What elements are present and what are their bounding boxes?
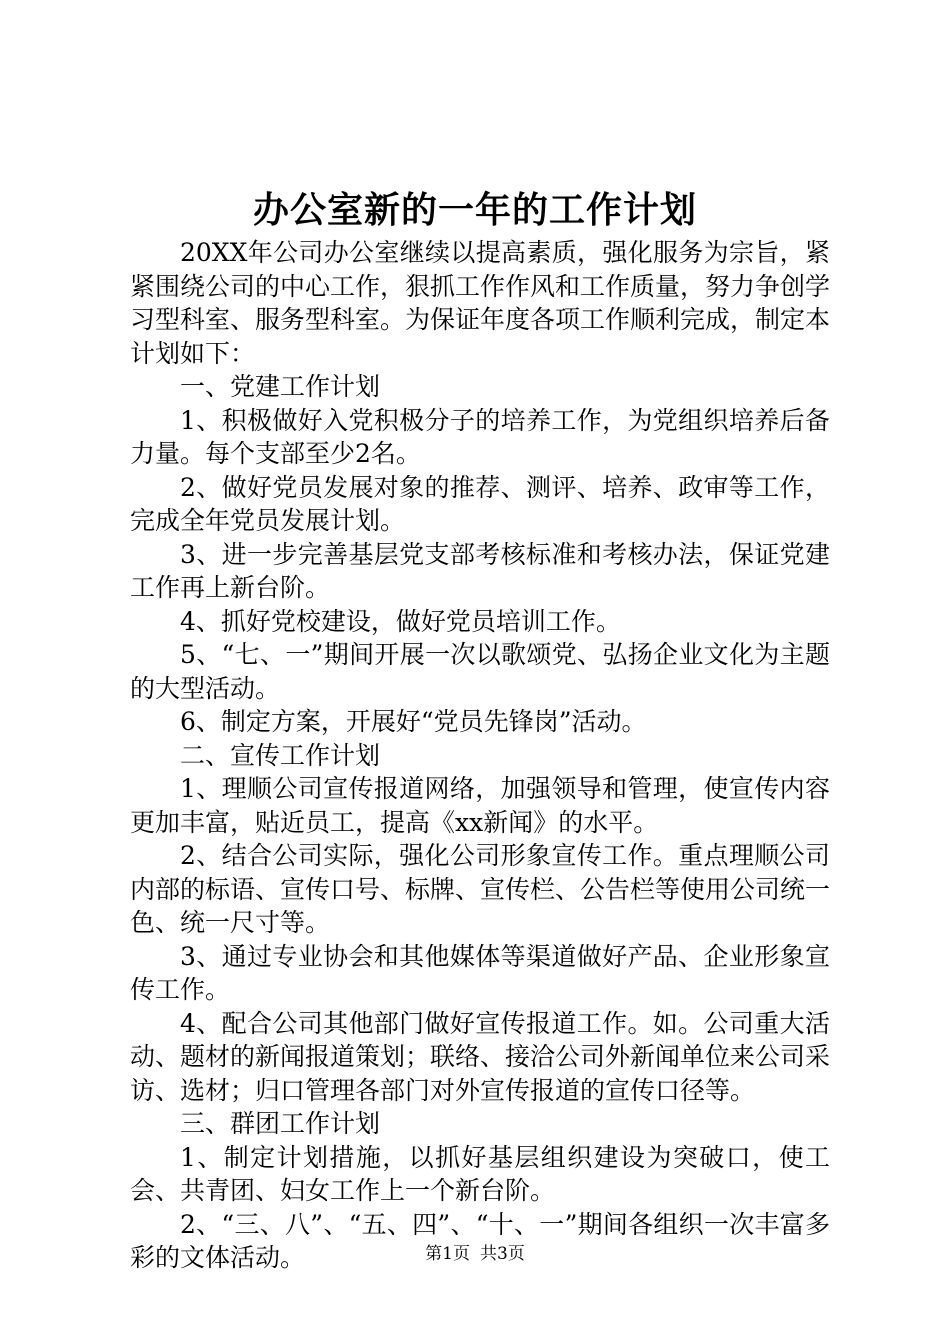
page-total: 共3页 — [480, 1244, 525, 1264]
section-heading-publicity: 二、宣传工作计划 — [180, 740, 381, 770]
paragraph-item: 2、结合公司实际，强化公司形象宣传工作。重点理顺公司内部的标语、宣传口号、标牌、宣传栏、公告栏等使用公司统一色、统一尺寸等。 — [130, 841, 831, 937]
paragraph-intro: 20XX年公司办公室继续以提高素质，强化服务为宗旨，紧紧围绕公司的中心工作，狠抓工作作风和工作质量，努力争创学习型科室、服务型科室。为保证年度各项工作顺利完成，制定本计划如下： — [130, 238, 831, 368]
page-footer — [0, 1242, 950, 1266]
paragraph-item: 4、配合公司其他部门做好宣传报道工作。如。公司重大活动、题材的新闻报道策划；联络、接洽公司外新闻单位来公司采访、选材；归口管理各部门对外宣传报道的宣传口径等。 — [130, 1008, 831, 1105]
section-heading-mass-organizations: 三、群团工作计划 — [180, 1109, 381, 1138]
paragraph-item: 4、抓好党校建设，做好党员培训工作。 — [180, 606, 621, 636]
paragraph-item: 6、制定方案，开展好“党员先锋岗”活动。 — [180, 707, 647, 736]
paragraph-item: 1、理顺公司宣传报道网络，加强领导和管理，使宣传内容更加丰富，贴近员工，提高《xx新闻》的水平。 — [130, 774, 830, 837]
section-heading-party-building: 一、党建工作计划 — [180, 372, 381, 401]
paragraph-item: 3、通过专业协会和其他媒体等渠道做好产品、企业形象宣传工作。 — [130, 941, 830, 1004]
paragraph-item: 5、“七、一”期间开展一次以歌颂党、弘扬企业文化为主题的大型活动。 — [130, 640, 830, 703]
paragraph-item: 2、“三、八”、“五、四”、“十、一”期间各组织一次丰富多彩的文体活动。 — [130, 1209, 830, 1272]
paragraph-item: 1、积极做好入党积极分子的培养工作，为党组织培养后备力量。每个支部至少2名。 — [130, 405, 830, 468]
document-title: 办公室新的一年的工作计划 — [252, 189, 697, 231]
paragraph-item: 3、进一步完善基层党支部考核标准和考核办法，保证党建工作再上新台阶。 — [130, 539, 830, 602]
paragraph-item: 2、做好党员发展对象的推荐、测评、培养、政审等工作，完成全年党员发展计划。 — [130, 472, 830, 535]
document-body — [130, 236, 830, 1275]
paragraph-item: 1、制定计划措施，以抓好基层组织建设为突破口，使工会、共青团、妇女工作上一个新台阶。 — [130, 1142, 830, 1205]
page-number: 第1页 — [425, 1244, 470, 1264]
